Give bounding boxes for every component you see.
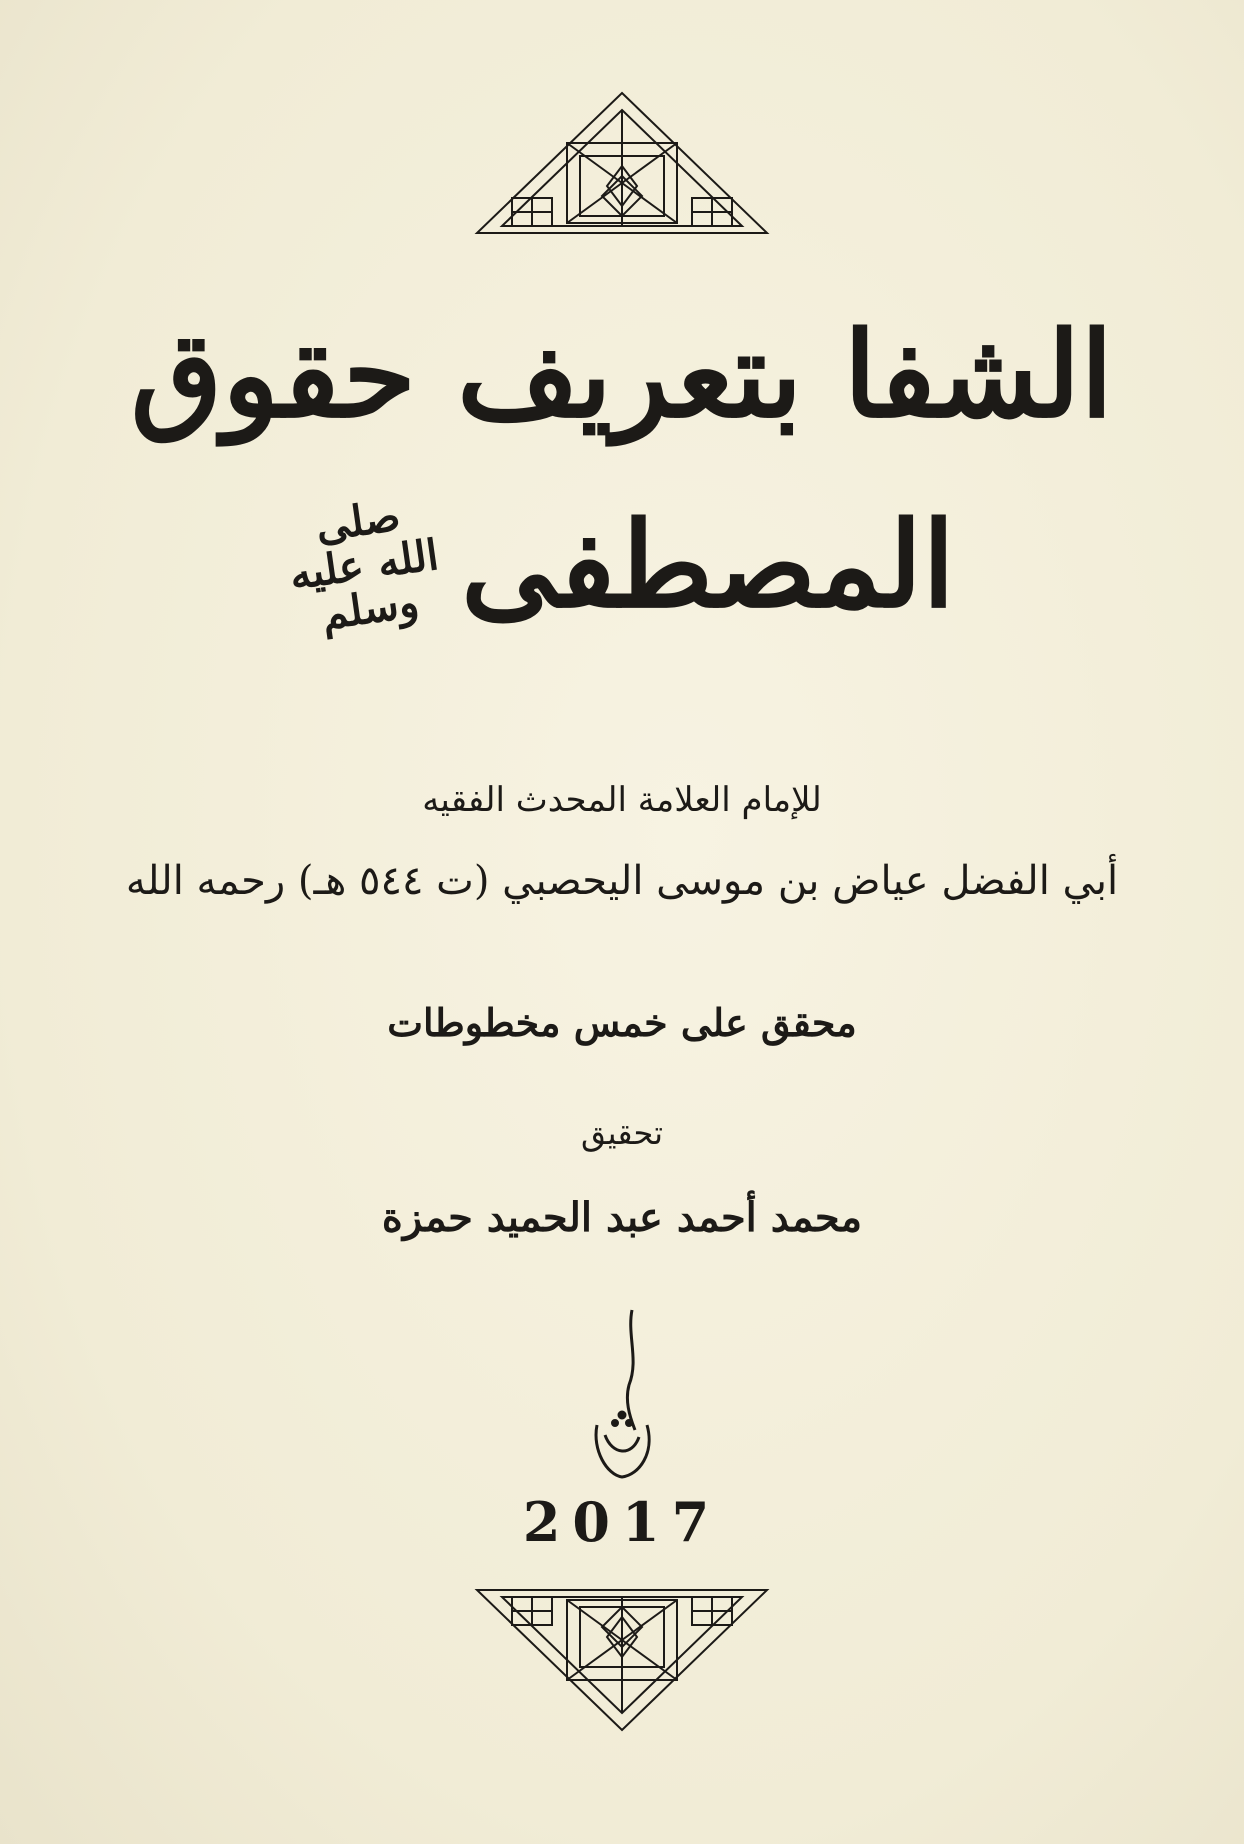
edition-note: محقق على خمس مخطوطات	[387, 1000, 857, 1045]
book-title-line-2-row	[0, 490, 1244, 640]
honorific-calligraphy: صلى الله عليه وسلم	[286, 490, 442, 640]
author-name: أبي الفضل عياض بن موسى اليحصبي (ت ٥٤٤ هـ) رحمه الله	[125, 858, 1119, 904]
bottom-ornament-icon	[472, 1585, 772, 1735]
top-ornament-icon	[472, 88, 772, 238]
editor-name: محمد أحمد عبد الحميد حمزة	[381, 1194, 863, 1241]
book-title-line-1: الشفا بتعريف حقوق	[130, 305, 1114, 444]
book-title-line-2: المصطفى	[460, 495, 956, 634]
author-prefix: للإمام العلامة المحدث الفقيه	[422, 780, 822, 820]
editor-label: تحقيق	[580, 1114, 664, 1152]
publisher-logo-icon	[577, 1305, 667, 1485]
publication-year: 2017	[522, 1490, 722, 1554]
